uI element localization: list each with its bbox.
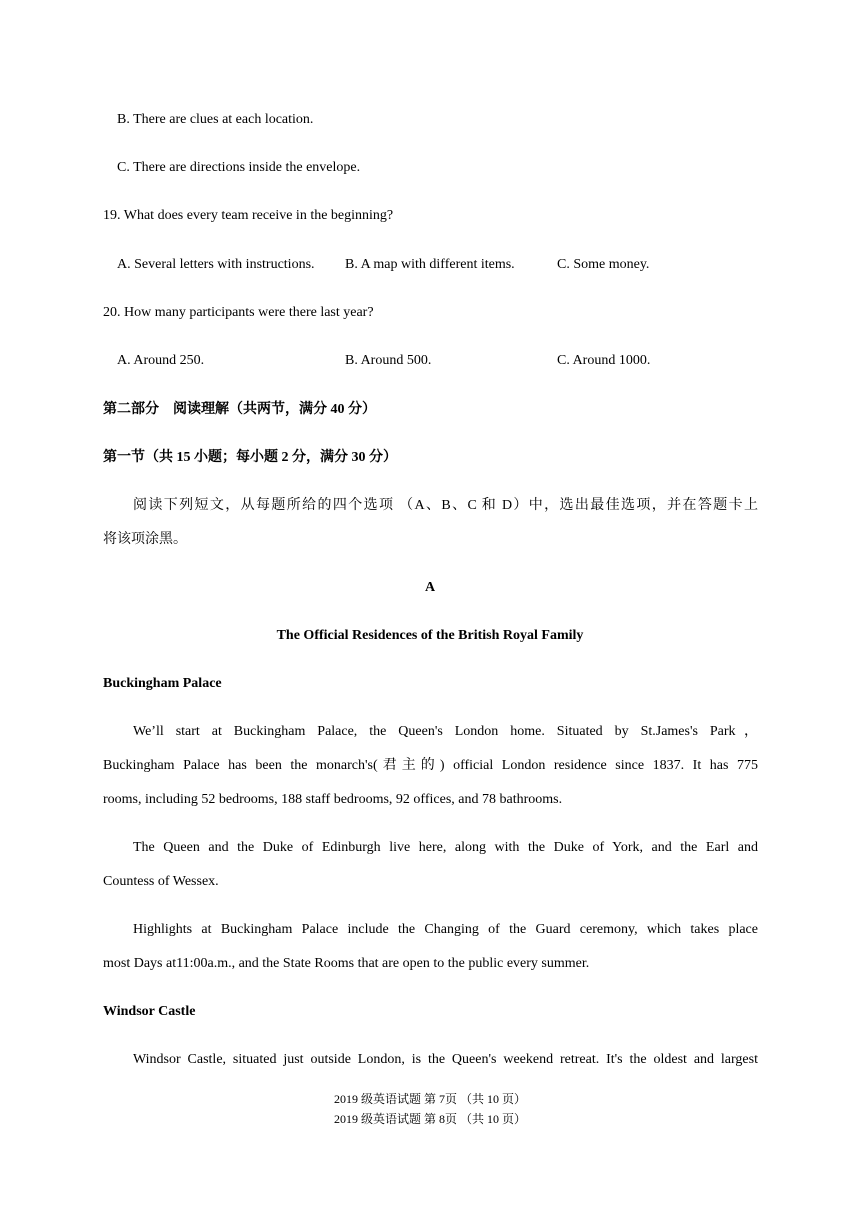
footer-page-8: 2019 级英语试题 第 8页 （共 10 页） bbox=[333, 1112, 526, 1126]
q19-question: 19. What does every team receive in the beginning? bbox=[103, 208, 394, 223]
buckingham-p3-line-1: Highlights at Buckingham Palace include the Changing of the Guard ceremony, which takes place bbox=[133, 922, 758, 937]
buckingham-p2-line-2: Countess of Wessex. bbox=[103, 874, 219, 889]
q20-option-c: C. Around 1000. bbox=[557, 353, 651, 368]
instructions-line-1: 阅读下列短文，从每题所给的四个选项 （A、B、C 和 D）中，选出最佳选项，并在答题卡上 bbox=[133, 498, 758, 513]
section-heading-windsor: Windsor Castle bbox=[103, 1004, 196, 1019]
q19-option-a: A. Several letters with instructions. bbox=[117, 257, 315, 272]
section-heading-buckingham: Buckingham Palace bbox=[103, 676, 222, 691]
passage-title: The Official Residences of the British Royal Family bbox=[276, 628, 584, 643]
buckingham-p2-line-1: The Queen and the Duke of Edinburgh live here, along with the Duke of York, and the Earl and bbox=[133, 840, 758, 855]
q18-option-b: B. There are clues at each location. bbox=[117, 112, 314, 127]
instructions-line-2: 将该项涂黑。 bbox=[103, 532, 187, 547]
q19-option-b: B. A map with different items. bbox=[345, 257, 515, 272]
buckingham-p3-line-2: most Days at11:00a.m., and the State Rooms that are open to the public every summer. bbox=[103, 956, 590, 971]
q20-option-b: B. Around 500. bbox=[345, 353, 432, 368]
windsor-p1-line-1: Windsor Castle, situated just outside London, is the Queen's weekend retreat. It's the oldest and largest bbox=[133, 1052, 758, 1067]
buckingham-p1-line-1: We’ll start at Buckingham Palace, the Queen's London home. Situated by St.James's Park， bbox=[133, 724, 758, 739]
section1-title: 第一节（共 15 小题；每小题 2 分，满分 30 分） bbox=[103, 450, 397, 465]
q19-option-c: C. Some money. bbox=[557, 257, 650, 272]
part2-title: 第二部分 阅读理解（共两节，满分 40 分） bbox=[103, 402, 376, 417]
buckingham-p1-line-3: rooms, including 52 bedrooms, 188 staff bedrooms, 92 offices, and 78 bathrooms. bbox=[103, 792, 563, 807]
q18-option-c: C. There are directions inside the envelope. bbox=[117, 160, 361, 175]
buckingham-p1-line-2: Buckingham Palace has been the monarch's(君主的) official London residence since 1837. It has 775 bbox=[103, 758, 758, 773]
passage-letter: A bbox=[424, 580, 436, 595]
q20-option-a: A. Around 250. bbox=[117, 353, 205, 368]
q20-question: 20. How many participants were there last year? bbox=[103, 305, 374, 320]
footer-page-7: 2019 级英语试题 第 7页 （共 10 页） bbox=[333, 1092, 526, 1106]
